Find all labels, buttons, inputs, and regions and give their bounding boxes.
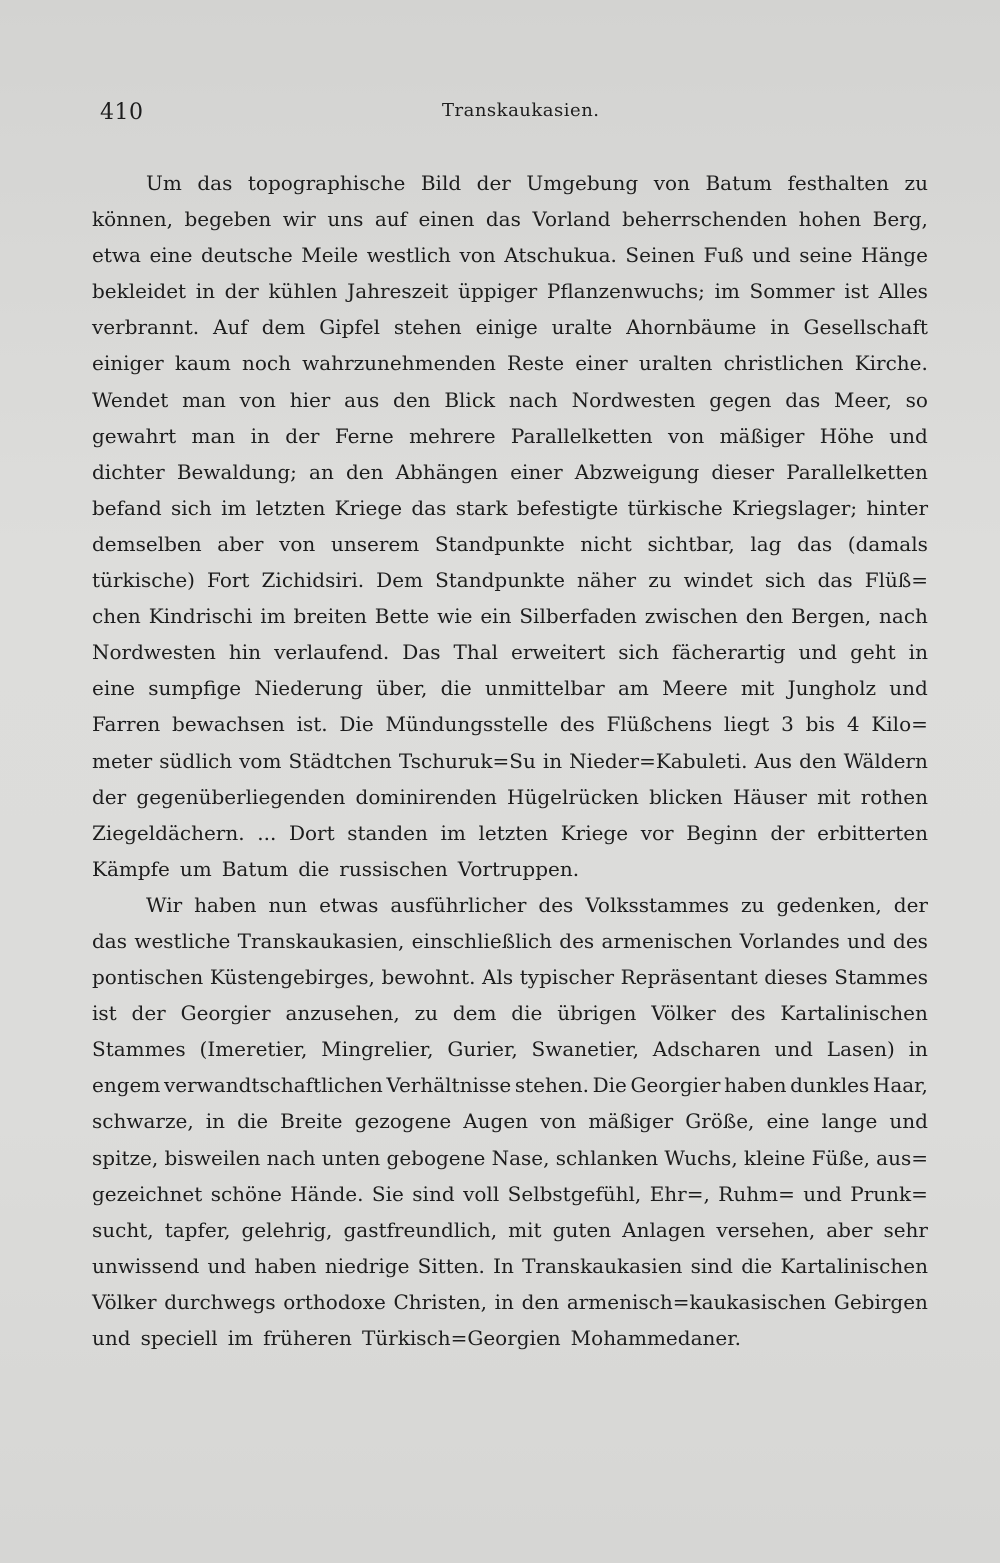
text-line: Ziegeldächern. ... Dort standen im letzten Kriege vor Beginn der erbitterten [92,820,928,845]
text-line: spitze, bisweilen nach unten gebogene Nase, schlanken Wuchs, kleine Füße, aus= [92,1145,928,1170]
text-line: Farren bewachsen ist. Die Mündungsstelle des Flüßchens liegt 3 bis 4 Kilo= [92,712,928,737]
text-line: einiger kaum noch wahrzunehmenden Reste einer uralten christlichen Kirche. [92,351,928,376]
text-line: Um das topographische Bild der Umgebung von Batum festhalten zu [146,171,928,195]
text-line: chen Kindrischi im breiten Bette wie ein Silberfaden zwischen den Bergen, nach [92,604,928,629]
running-head: Transkaukasien. [442,100,600,121]
text-line: Völker durchwegs orthodoxe Christen, in den armenisch=kaukasischen Gebirgen [92,1289,928,1314]
text-line: bekleidet in der kühlen Jahreszeit üppiger Pflanzenwuchs; im Sommer ist Alles [92,279,928,304]
text-line: engem verwandtschaftlichen Verhältnisse stehen. Die Georgier haben dunkles Haar, [92,1073,928,1098]
text-line: sucht, tapfer, gelehrig, gastfreundlich, mit guten Anlagen versehen, aber sehr [92,1217,928,1242]
paragraph [92,887,928,1356]
text-line: eine sumpfige Niederung über, die unmittelbar am Meere mit Jungholz und [92,676,928,701]
text-line: Kämpfe um Batum die russischen Vortruppen. [92,856,580,881]
paragraph [92,165,928,887]
text-line: befand sich im letzten Kriege das stark befestigte türkische Kriegslager; hinter [92,495,928,520]
text-line: Wir haben nun etwas ausführlicher des Volksstammes zu gedenken, der [146,892,928,917]
text-line: und speciell im früheren Türkisch=Georgien Mohammedaner. [92,1326,741,1350]
text-line: verbrannt. Auf dem Gipfel stehen einige uralte Ahornbäume in Gesellschaft [92,315,928,340]
text-line: schwarze, in die Breite gezogene Augen von mäßiger Größe, eine lange und [92,1109,928,1134]
text-line: der gegenüberliegenden dominirenden Hügelrücken blicken Häuser mit rothen [92,784,928,809]
text-line: das westliche Transkaukasien, einschließlich des armenischen Vorlandes und des [92,928,928,953]
text-line: pontischen Küstengebirges, bewohnt. Als typischer Repräsentant dieses Stammes [92,965,928,990]
text-line: etwa eine deutsche Meile westlich von Atschukua. Seinen Fuß und seine Hänge [92,243,928,268]
text-line: gezeichnet schöne Hände. Sie sind voll Selbstgefühl, Ehr=, Ruhm= und Prunk= [92,1181,928,1206]
text-line: türkische) Fort Zichidsiri. Dem Standpunkte näher zu windet sich das Flüß= [92,568,928,593]
text-line: meter südlich vom Städtchen Tschuruk=Su in Nieder=Kabuleti. Aus den Wäldern [92,748,928,773]
text-line: demselben aber von unserem Standpunkte nicht sichtbar, lag das (damals [92,531,928,556]
text-line: ist der Georgier anzusehen, zu dem die übrigen Völker des Kartalinischen [92,1001,928,1026]
text-line: unwissend und haben niedrige Sitten. In Transkaukasien sind die Kartalinischen [92,1253,928,1278]
text-line: können, begeben wir uns auf einen das Vorland beherrschenden hohen Berg, [92,207,928,232]
text-line: gewahrt man in der Ferne mehrere Parallelketten von mäßiger Höhe und [92,423,928,448]
page-number: 410 [100,100,144,125]
text-line: Stammes (Imeretier, Mingrelier, Gurier, Swanetier, Adscharen und Lasen) in [92,1037,928,1062]
page-header [100,100,930,132]
body-text [92,165,928,1356]
text-line: Wendet man von hier aus den Blick nach Nordwesten gegen das Meer, so [92,387,928,412]
text-line: dichter Bewaldung; an den Abhängen einer Abzweigung dieser Parallelketten [92,459,928,484]
text-line: Nordwesten hin verlaufend. Das Thal erweitert sich fächerartig und geht in [92,640,928,665]
